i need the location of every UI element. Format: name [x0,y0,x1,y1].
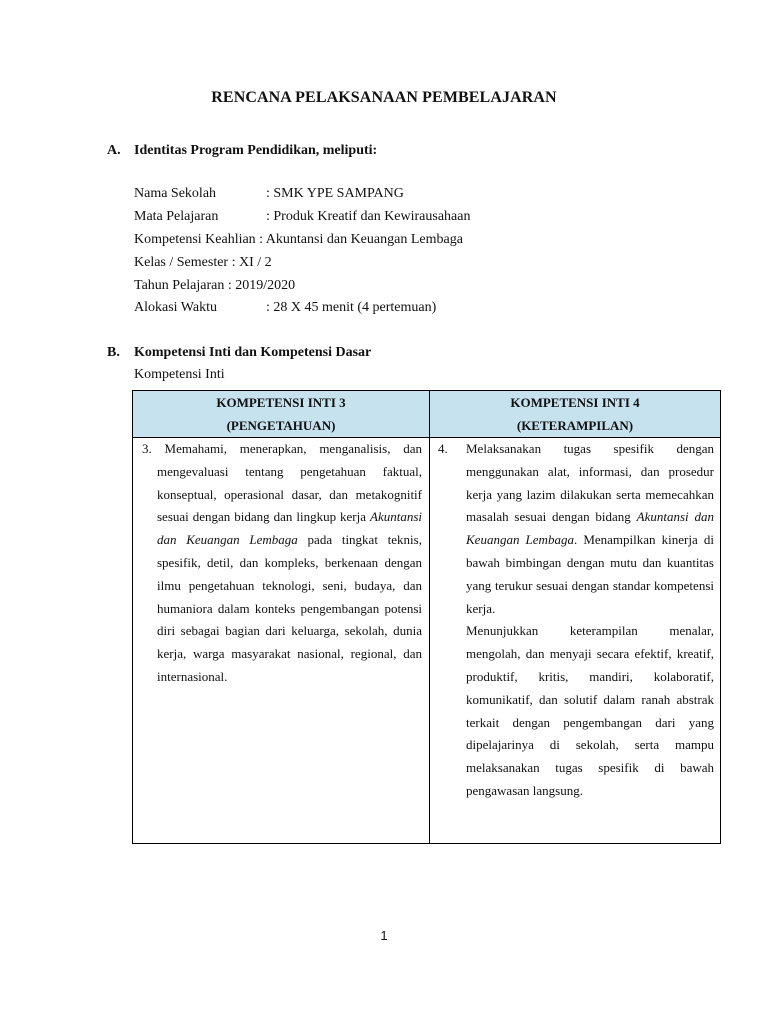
ki4-paragraph-2: Menunjukkan keterampilan menalar, mengolah, dan menyaji secara efektif, kreatif, produktif, kritis, mandiri, kolaboratif, komunikatif, dan solutif dalam ranah abstrak terkait dengan pengembangan dari yang dipelajarinya di sekolah, serta mampu melaksanakan tugas spesifik di bawah pengawasan langsung. [466,623,714,798]
field-label: Alokasi Waktu [134,300,217,315]
table-row [133,438,721,844]
field-kompetensi-keahlian: Kompetensi Keahlian : Akuntansi dan Keuangan Lembaga [134,232,463,247]
field-value: : Produk Kreatif dan Kewirausahaan [266,209,471,224]
ki4-number: 4. [438,441,448,456]
document-title: RENCANA PELAKSANAAN PEMBELAJARAN [211,89,557,106]
field-value: : SMK YPE SAMPANG [266,186,404,201]
field-alokasi-waktu [134,300,436,316]
kompetensi-inti-table [132,390,721,844]
table-header-row [133,391,721,438]
ki3-cell [133,438,430,844]
section-a-letter: A. [107,143,121,158]
section-a-title: Identitas Program Pendidikan, meliputi: [134,143,378,158]
ki4-cell [430,438,721,844]
page-number: 1 [380,928,388,943]
field-label: Mata Pelajaran [134,209,219,224]
section-b-letter: B. [107,345,120,360]
kompetensi-inti-caption: Kompetensi Inti [134,367,225,382]
section-b-title: Kompetensi Inti dan Kompetensi Dasar [134,345,372,360]
field-kelas-semester: Kelas / Semester : XI / 2 [134,255,272,270]
header-line: (KETERAMPILAN) [516,418,634,433]
header-ki3 [133,391,430,438]
field-mata-pelajaran [134,209,470,225]
field-label: Nama Sekolah [134,186,217,201]
field-value: : 28 X 45 menit (4 pertemuan) [266,300,437,315]
ki3-paragraph: 3. Memahami, menerapkan, menganalisis, dan mengevaluasi tentang pengetahuan faktual, konseptual, operasional dasar, dan metakognitif sesuai dengan bidang dan lingkup kerja Akuntansi dan Keuangan Lembaga pada tingkat teknis, spesifik, detil, dan kompleks, berkenaan dengan ilmu pengetahuan teknologi, seni, budaya, dan humaniora dalam konteks pengembangan potensi diri sebagai bagian dari keluarga, sekolah, dunia kerja, warga masyarakat nasional, regional, dan internasional. [142,441,422,684]
header-ki4 [430,391,721,438]
section-a-heading [107,143,377,159]
field-tahun-pelajaran: Tahun Pelajaran : 2019/2020 [134,278,296,293]
section-b-heading [107,345,371,361]
header-line: KOMPETENSI INTI 3 [216,395,346,410]
ki4-paragraph-1: 4. Melaksanakan tugas spesifik dengan menggunakan alat, informasi, dan prosedur kerja yang lazim dilakukan serta memecahkan masalah sesuai dengan bidang Akuntansi dan Keuangan Lembaga. Menampilkan kinerja di bawah bimbingan dengan mutu dan kuantitas yang terukur sesuai dengan standar kompetensi kerja. [438,438,714,620]
header-line: KOMPETENSI INTI 4 [510,395,640,410]
field-nama-sekolah [134,186,404,202]
header-line: (PENGETAHUAN) [226,418,336,433]
